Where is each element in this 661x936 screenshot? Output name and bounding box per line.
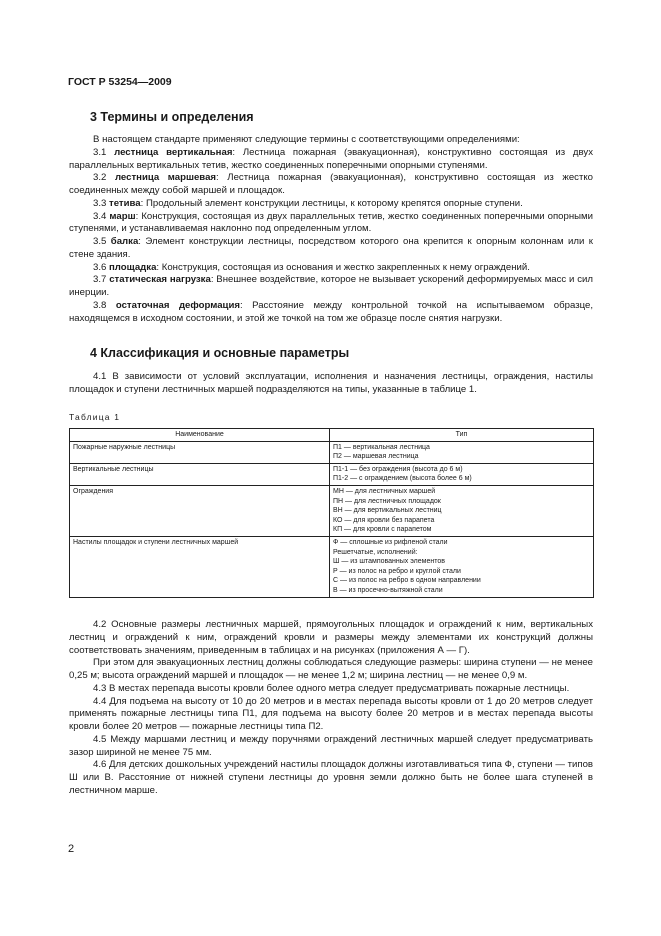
table-header-row (70, 429, 594, 442)
section-3-body (69, 134, 593, 325)
row-types: МН — для лестничных маршей ПН — для лестничных площадок ВН — для вертикальных лестниц КО — для кровли без парапета КП — для кровли с парапетом (330, 485, 594, 536)
document-header: ГОСТ Р 53254—2009 (68, 76, 172, 88)
section-3-intro: В настоящем стандарте применяют следующие термины с соответствующими определениями: (93, 134, 520, 145)
term-3-4: 3.4 марш: Конструкция, состоящая из двух параллельных тетив, жестко соединенных поперечными опорными ступенями, и устанавливаемая наклонно под определенным углом. (69, 210, 593, 235)
section-4-title: 4 Классификация и основные параметры (90, 346, 350, 360)
column-header-name: Наименование (70, 429, 330, 442)
table-row (70, 536, 594, 597)
table-row (70, 441, 594, 463)
table-caption: Таблица 1 (69, 412, 121, 422)
row-name: Ограждения (70, 485, 330, 536)
term-3-3: 3.3 тетива: Продольный элемент конструкции лестницы, к которому крепятся опорные ступени. (93, 197, 523, 209)
page-number: 2 (68, 843, 75, 855)
paragraph-4-6: 4.6 Для детских дошкольных учреждений настилы площадок должны изготавливаться типа Ф, ступени — типов Ш или В. Расстояние от нижней ступени лестницы до уровня земли должно быть не более шага ступеней в лестничном марше. (69, 759, 593, 796)
term-3-1: 3.1 лестница вертикальная: Лестница пожарная (эвакуационная), конструктивно состоящая из двух параллельных вертикальных тетив, жестко соединенных поперечными опорными ступенями. (69, 146, 594, 171)
row-name: Вертикальные лестницы (70, 463, 330, 485)
section-4-body (69, 619, 593, 798)
row-types: П1 — вертикальная лестница П2 — маршевая лестница (330, 441, 594, 463)
row-types: П1-1 — без ограждения (высота до 6 м) П1-2 — с ограждением (высота более 6 м) (330, 463, 594, 485)
term-3-6: 3.6 площадка: Конструкция, состоящая из основания и жестко закрепленных к нему ограждений. (93, 261, 530, 273)
paragraph-4-5: 4.5 Между маршами лестниц и между поручнями ограждений лестничных маршей следует предусматривать зазор шириной не менее 75 мм. (69, 733, 593, 758)
term-3-8: 3.8 остаточная деформация: Расстояние между контрольной точкой на испытываемом образце, находящемся в исходном состоянии, и этой же точкой на том же образце после снятия нагрузки. (69, 299, 593, 324)
section-3-title: 3 Термины и определения (90, 110, 254, 124)
row-name: Пожарные наружные лестницы (70, 441, 330, 463)
row-name: Настилы площадок и ступени лестничных маршей (70, 536, 330, 597)
term-3-7: 3.7 статическая нагрузка: Внешнее воздействие, которое не вызывает ускорений деформируемых масс и сил инерции. (69, 274, 593, 298)
paragraph-4-2: 4.2 Основные размеры лестничных маршей, прямоугольных площадок и ограждений к ним, вертикальных лестниц и ограждений к ним, ограждений кровли и размеры между элементами их конструкций должны соответствовать значениям, приведенным в таблицах и на рисунках (приложения А — Г). (69, 619, 593, 656)
section-4-intro (69, 371, 593, 397)
paragraph-4-1: 4.1 В зависимости от условий эксплуатации, исполнения и назначения лестницы, ограждения, настилы площадок и ступени лестничных маршей подразделяются на типы, указанные в таблице 1. (69, 371, 593, 395)
term-3-5: 3.5 балка: Элемент конструкции лестницы, посредством которого она крепится к опорным колоннам или к стене здания. (69, 236, 593, 260)
term-3-2: 3.2 лестница маршевая: Лестница пожарная (эвакуационная), конструктивно состоящая из жестко соединенных между собой маршей и площадок. (69, 172, 593, 196)
classification-table (69, 428, 594, 598)
column-header-type: Тип (330, 429, 594, 442)
table-row (70, 463, 594, 485)
paragraph-4-4: 4.4 Для подъема на высоту от 10 до 20 метров и в местах перепада высоты кровли от 1 до 20 метров следует применять пожарные лестницы типа П1, для подъема на высоту более 20 метров и в местах перепада высоты кровли более 20 метров — пожарные лестницы типа П2. (69, 695, 593, 732)
paragraph-4-2-cont: При этом для эвакуационных лестниц должны соблюдаться следующие размеры: ширина ступени — не менее 0,25 м; высота ограждений маршей и площадок — не менее 1,2 м; ширина лестниц — не менее 0,9 м. (69, 657, 593, 681)
paragraph-4-3: 4.3 В местах перепада высоты кровли более одного метра следует предусматривать пожарные лестницы. (93, 682, 570, 694)
table-row (70, 485, 594, 536)
row-types: Ф — сплошные из рифленой стали Решетчатые, исполнений: Ш — из штампованных элементов Р — из полос на ребро и круглой стали С — из полос на ребро в одном направлении В — из просечно-вытяжной стали (330, 536, 594, 597)
